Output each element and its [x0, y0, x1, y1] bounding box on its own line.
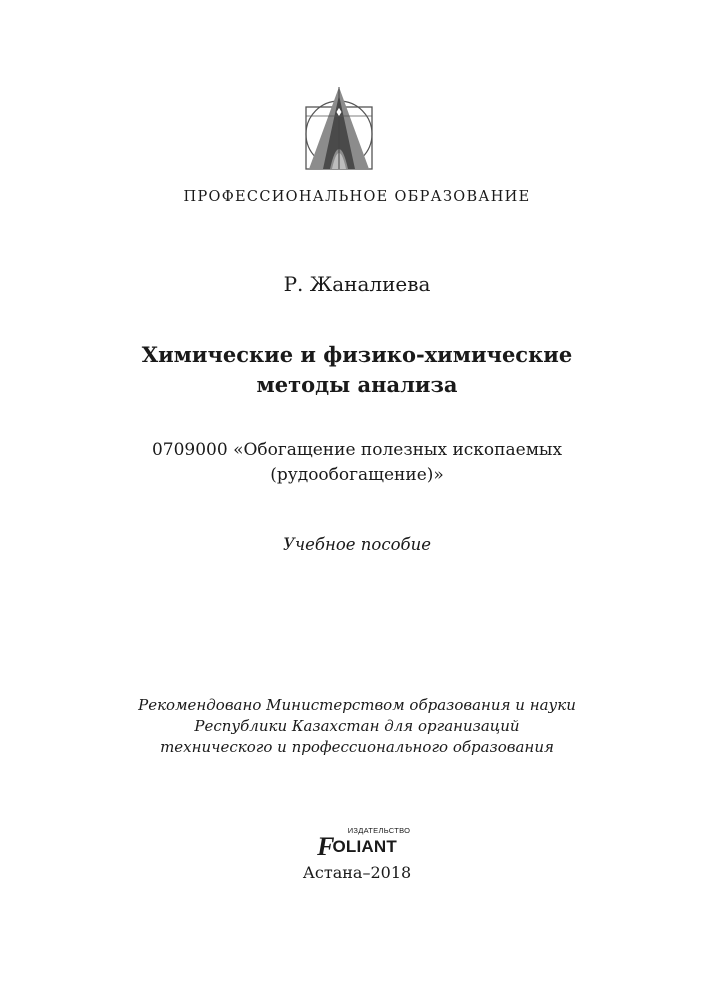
specialty-line: 0709000 «Обогащение полезных ископаемых	[151, 440, 563, 460]
publisher-mark	[0, 826, 714, 859]
document-type: Учебное пособие	[282, 535, 432, 554]
recommendation-line: Республики Казахстан для организаций	[194, 717, 520, 735]
book-title-line: методы анализа	[256, 372, 458, 397]
publisher-logo	[303, 85, 375, 175]
specialty-line: (рудообогащение)»	[270, 465, 444, 485]
recommendation-note	[0, 695, 714, 758]
publisher-logotype-f: F	[317, 832, 335, 861]
book-title	[0, 340, 714, 400]
book-title-line: Химические и физико-химические	[141, 342, 573, 367]
specialty	[0, 438, 714, 488]
city-year: Астана–2018	[302, 863, 412, 882]
publisher-label: ИЗДАТЕЛЬСТВО	[347, 826, 411, 835]
recommendation-line: технического и профессионального образования	[160, 738, 554, 756]
recommendation-line: Рекомендовано Министерством образования и науки	[138, 696, 576, 714]
publisher-logotype	[317, 832, 397, 861]
publisher-logotype-rest: OLIANT	[332, 837, 397, 856]
compass-triangle-logo-icon	[303, 85, 375, 175]
author-name: Р. Жаналиева	[283, 272, 431, 296]
series-label: ПРОФЕССИОНАЛЬНОЕ ОБРАЗОВАНИЕ	[183, 189, 531, 205]
